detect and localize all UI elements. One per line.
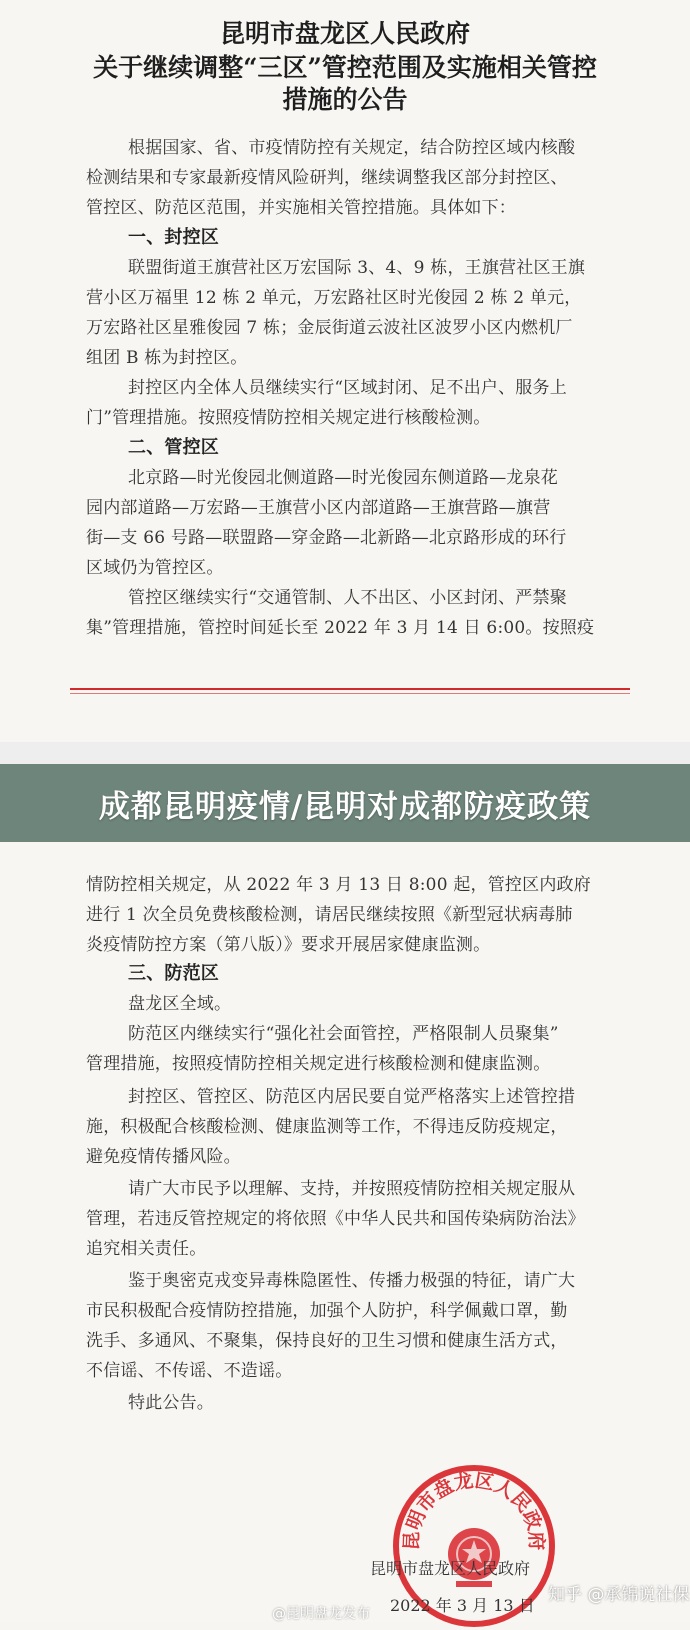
omicron-line-1: 鉴于奥密克戎变异毒株隐匿性、传播力极强的特征，请广大 [128,1271,576,1291]
closing-text: 特此公告。 [128,1393,214,1413]
separator-band [0,742,690,764]
section-2-measure-1: 管控区继续实行“交通管制、人不出区、小区封闭、严禁聚 [128,588,567,608]
document-page-bottom [0,842,690,1622]
omicron-line-2: 市民积极配合疫情防控措施，加强个人防护，科学佩戴口罩，勤 [86,1301,568,1321]
omicron-line-3: 洗手、多通风、不聚集，保持良好的卫生习惯和健康生活方式， [86,1331,568,1351]
section-1-line-4: 组团 B 栋为封控区。 [86,348,248,368]
residents-line-1: 封控区、管控区、防范区内居民要自觉严格落实上述管控措 [128,1087,576,1107]
doc-title-line-1: 昆明市盘龙区人民政府 [219,19,470,48]
omicron-line-4: 不信谣、不传谣、不造谣。 [86,1361,293,1381]
intro-line-3: 管控区、防范区范围，并实施相关管控措施。具体如下： [86,198,516,218]
public-line-3: 追究相关责任。 [86,1239,207,1259]
cont-line-3: 炎疫情防控方案（第八版）》要求开展居家健康监测。 [86,935,491,955]
section-2-line-2: 园内部道路—万宏路—王旗营小区内部道路—王旗营路—旗营 [86,498,551,518]
red-divider-line-thin [70,693,630,694]
section-2-heading: 二、管控区 [128,437,219,458]
weibo-watermark: @昆明盘龙发布 [272,1606,370,1622]
section-1-measure-1: 封控区内全体人员继续实行“区域封闭、足不出户、服务上 [128,378,567,398]
doc-title-line-3: 措施的公告 [282,85,408,114]
section-3-body: 盘龙区全域。 [128,994,232,1014]
section-2-line-4: 区域仍为管控区。 [86,558,224,578]
section-1-line-1: 联盟街道王旗营社区万宏国际 3、4、9 栋，王旗营社区王旗 [128,258,586,278]
banner-text: 成都昆明疫情/昆明对成都防疫政策 [98,788,592,825]
section-2-line-1: 北京路—时光俊园北侧道路—时光俊园东侧道路—龙泉花 [128,468,558,488]
residents-line-2: 施，积极配合核酸检测、健康监测等工作，不得违反防疫规定， [86,1117,568,1137]
section-1-line-2: 营小区万福里 12 栋 2 单元，万宏路社区时光俊园 2 栋 2 单元， [86,288,582,308]
section-2-line-3: 街—支 66 号路—联盟路—穿金路—北新路—北京路形成的环行 [86,528,567,548]
zhihu-watermark: 知乎 @承锦说社保 [548,1585,690,1605]
cont-line-2: 进行 1 次全员免费核酸检测，请居民继续按照《新型冠状病毒肺 [86,905,573,925]
headline-banner [0,764,690,842]
section-1-heading: 一、封控区 [128,227,219,248]
signature-organization: 昆明市盘龙区人民政府 [370,1559,531,1578]
section-1-measure-2: 门”管理措施。按照疫情防控相关规定进行核酸检测。 [86,408,491,428]
section-3-measure-2: 管理措施，按照疫情防控相关规定进行核酸检测和健康监测。 [86,1054,551,1074]
intro-line-1: 根据国家、省、市疫情防控有关规定，结合防控区域内核酸 [128,138,576,158]
red-divider-line [70,688,630,690]
section-2-measure-2: 集”管理措施，管控时间延长至 2022 年 3 月 14 日 6:00。按照疫 [86,618,595,638]
document-page-top [0,0,690,742]
doc-title-line-2: 关于继续调整“三区”管控范围及实施相关管控 [93,53,597,82]
public-line-1: 请广大市民予以理解、支持，并按照疫情防控相关规定服从 [128,1179,576,1199]
section-1-line-3: 万宏路社区星雅俊园 7 栋；金辰街道云波社区波罗小区内燃机厂 [86,318,573,338]
intro-line-2: 检测结果和专家最新疫情风险研判，继续调整我区部分封控区、 [86,168,568,188]
signature-date: 2022 年 3 月 13 日 [390,1596,535,1615]
section-3-measure-1: 防范区内继续实行“强化社会面管控，严格限制人员聚集” [128,1024,559,1044]
residents-line-3: 避免疫情传播风险。 [86,1147,241,1167]
seal-text: 昆明市盘龙区人民政府 [400,1469,548,1551]
section-3-heading: 三、防范区 [128,963,219,984]
cont-line-1: 情防控相关规定，从 2022 年 3 月 13 日 8:00 起，管控区内政府 [86,875,591,895]
public-line-2: 管理，若违反管控规定的将依照《中华人民共和国传染病防治法》 [86,1209,585,1229]
